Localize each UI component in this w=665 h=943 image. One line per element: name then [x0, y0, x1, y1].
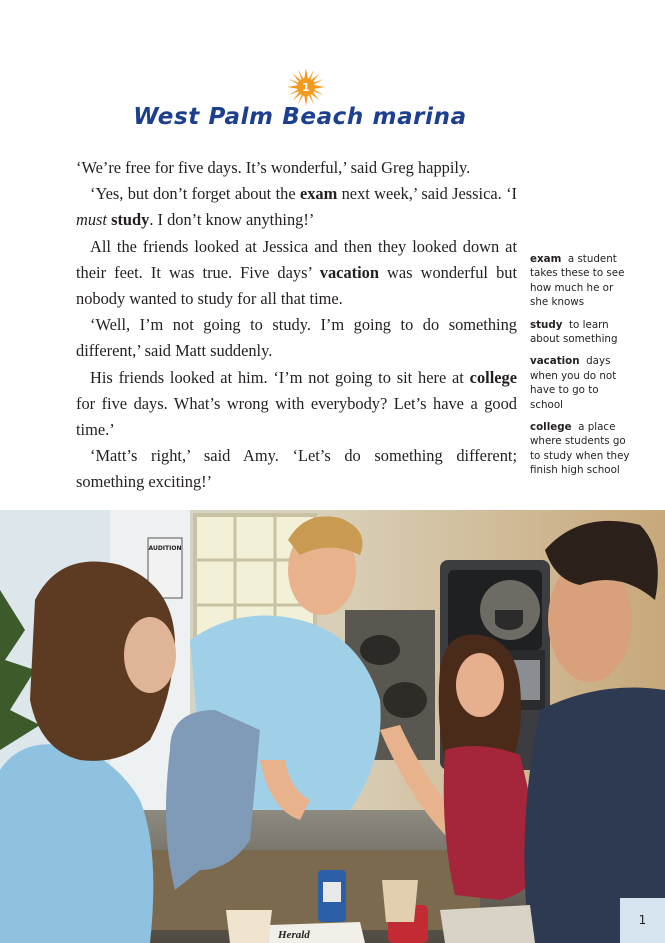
- paragraph-6: ‘Matt’s right,’ said Amy. ‘Let’s do something different; something exciting!’: [76, 446, 517, 492]
- glossary-entry-vacation: vacation days when you do not have to go to school: [530, 355, 617, 411]
- paragraph-1: ‘We’re free for five days. It’s wonderful,’ said Greg happily.: [76, 158, 471, 177]
- chapter-number-badge: [287, 68, 325, 106]
- chapter-number: 1: [302, 81, 310, 94]
- page-number: 1: [620, 898, 665, 943]
- glossary: [530, 252, 630, 486]
- poster-text: AUDITION: [148, 545, 182, 552]
- glossary-word-study: study: [111, 210, 150, 230]
- glossary-entry-college: college a place where students go to study when they finish high school: [530, 421, 630, 477]
- paragraph-2: ‘Yes, but don’t forget about the exam next week,’ said Jessica. ‘I must study. I don’t know anything!’: [76, 184, 518, 230]
- paragraph-5: His friends looked at him. ‘I’m not going to sit here at college for five days. What’s wrong with everybody? Let’s have a good time.’: [76, 367, 517, 440]
- glossary-entry-exam: exam a student takes these to see how much he or she knows: [530, 253, 625, 309]
- story-text: [76, 155, 517, 496]
- glossary-entry-study: study to learn about something: [530, 318, 618, 346]
- glossary-word-exam: exam: [299, 184, 338, 204]
- paragraph-4: ‘Well, I’m not going to study. I’m going to do something different,’ said Matt suddenly.: [76, 315, 517, 361]
- chapter-title: West Palm Beach marina: [133, 104, 467, 130]
- students-photo: [0, 510, 665, 943]
- newspaper-text: Herald: [278, 929, 310, 941]
- glossary-word-college: college: [469, 367, 517, 387]
- paragraph-3: All the friends looked at Jessica and then they looked down at their feet. It was true. Five days’ vacation was wonderful but nobody wanted to study for all that time.: [76, 236, 518, 309]
- glossary-word-vacation: vacation: [319, 262, 379, 282]
